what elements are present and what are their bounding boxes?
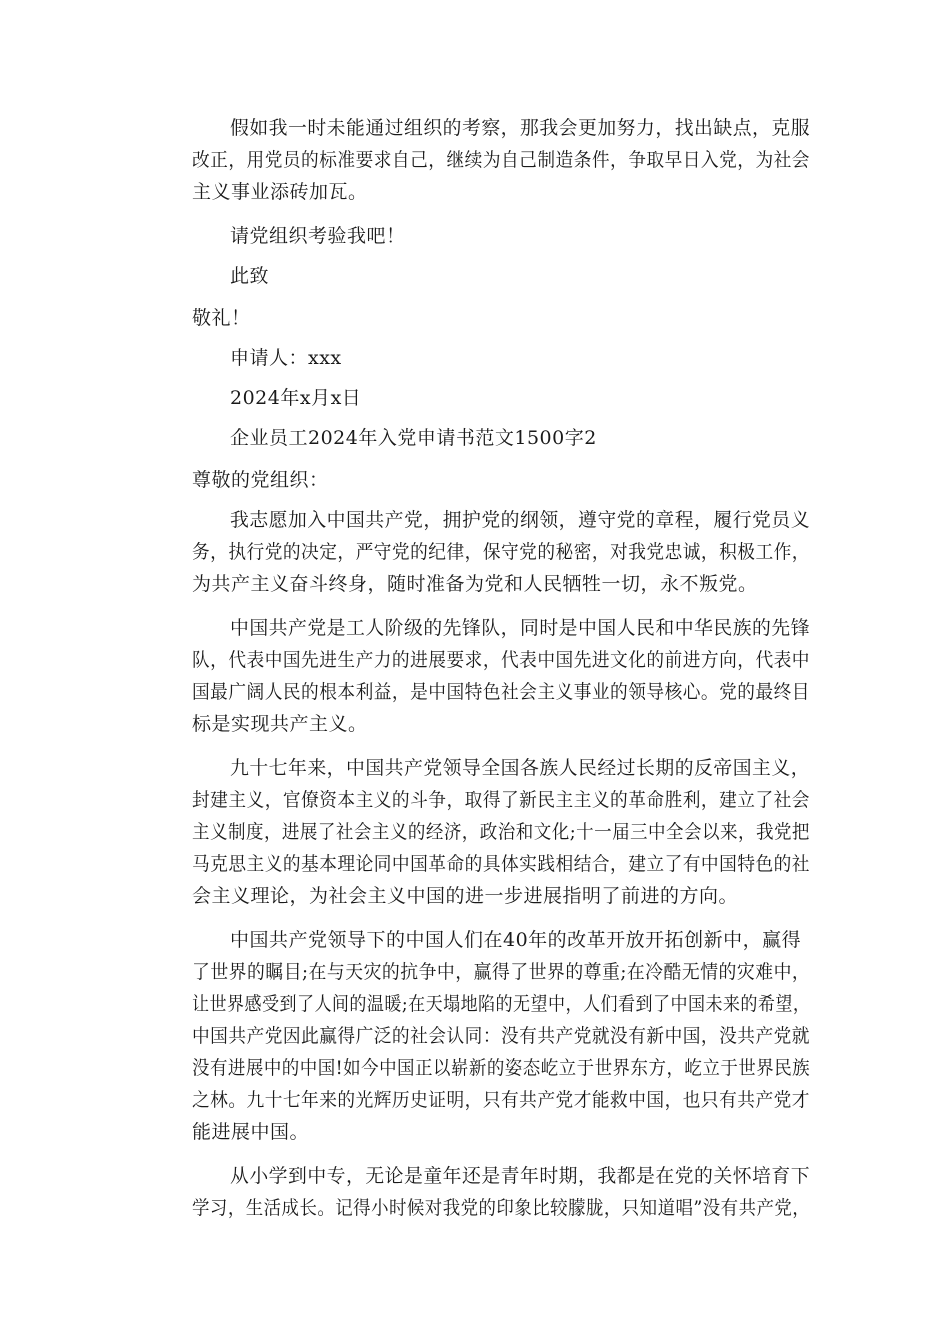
text-line: 没有进展中的中国!如今中国正以崭新的姿态屹立于世界东方，屹立于世界民族 bbox=[192, 1057, 811, 1079]
text-line: 从小学到中专，无论是童年还是青年时期，我都是在党的关怀培育下 bbox=[230, 1165, 811, 1187]
text-line: 队，代表中国先进生产力的进展要求，代表中国先进文化的前进方向，代表中 bbox=[192, 649, 810, 671]
text-line: 假如我一时未能通过组织的考察，那我会更加努力，找出缺点，克服 bbox=[230, 117, 811, 139]
text-line: 了世界的瞩目;在与天灾的抗争中，赢得了世界的尊重;在冷酷无情的灾难中， bbox=[192, 961, 811, 983]
text-line: 为共产主义奋斗终身，随时准备为党和人民牺牲一切，永不叛党。 bbox=[192, 573, 758, 595]
text-line: 我志愿加入中国共产党，拥护党的纲领，遵守党的章程，履行党员义 bbox=[230, 509, 811, 531]
text-line: 九十七年来，中国共产党领导全国各族人民经过长期的反帝国主义， bbox=[230, 757, 811, 779]
salutation: 尊敬的党组织： bbox=[192, 469, 329, 491]
text-line: 务，执行党的决定，严守党的纪律，保守党的秘密，对我党忠诚，积极工作， bbox=[192, 541, 810, 563]
text-line: 马克思主义的基本理论同中国革命的具体实践相结合，建立了有中国特色的社 bbox=[192, 853, 810, 875]
text-line: 学习，生活成长。记得小时候对我党的印象比较朦胧，只知道唱”没有共产党， bbox=[192, 1197, 811, 1219]
text-line: 让世界感受到了人间的温暖;在天塌地陷的无望中，人们看到了中国未来的希望， bbox=[192, 993, 811, 1015]
text-line: 敬礼！ bbox=[192, 307, 251, 329]
text-line: 能进展中国。 bbox=[192, 1121, 310, 1143]
text-line: 此致 bbox=[230, 265, 270, 287]
text-line: 主义事业添砖加瓦。 bbox=[192, 181, 368, 203]
text-line: 中国共产党是工人阶级的先锋队，同时是中国人民和中华民族的先锋 bbox=[230, 617, 811, 639]
section-title: 企业员工2024年入党申请书范文1500字2 bbox=[230, 427, 597, 449]
text-line: 封建主义，官僚资本主义的斗争，取得了新民主主义的革命胜利，建立了社会 bbox=[192, 789, 810, 811]
text-line: 改正，用党员的标准要求自己，继续为自己制造条件，争取早日入党，为社会 bbox=[192, 149, 810, 171]
text-line: 标是实现共产主义。 bbox=[192, 713, 368, 735]
text-line: 中国共产党领导下的中国人们在40年的改革开放开拓创新中，赢得 bbox=[230, 929, 802, 951]
signature-line: 申请人：xxx bbox=[230, 347, 342, 369]
text-line: 请党组织考验我吧！ bbox=[230, 225, 406, 247]
text-line: 主义制度，进展了社会主义的经济，政治和文化;十一届三中全会以来，我党把 bbox=[192, 821, 810, 843]
text-line: 之林。九十七年来的光辉历史证明，只有共产党才能救中国，也只有共产党才 bbox=[192, 1089, 810, 1111]
date-line: 2024年x月x日 bbox=[230, 387, 362, 409]
text-line: 国最广阔人民的根本利益，是中国特色社会主义事业的领导核心。党的最终目 bbox=[192, 681, 810, 703]
text-line: 中国共产党因此赢得广泛的社会认同：没有共产党就没有新中国，没共产党就 bbox=[192, 1025, 810, 1047]
text-line: 会主义理论，为社会主义中国的进一步进展指明了前进的方向。 bbox=[192, 885, 739, 907]
